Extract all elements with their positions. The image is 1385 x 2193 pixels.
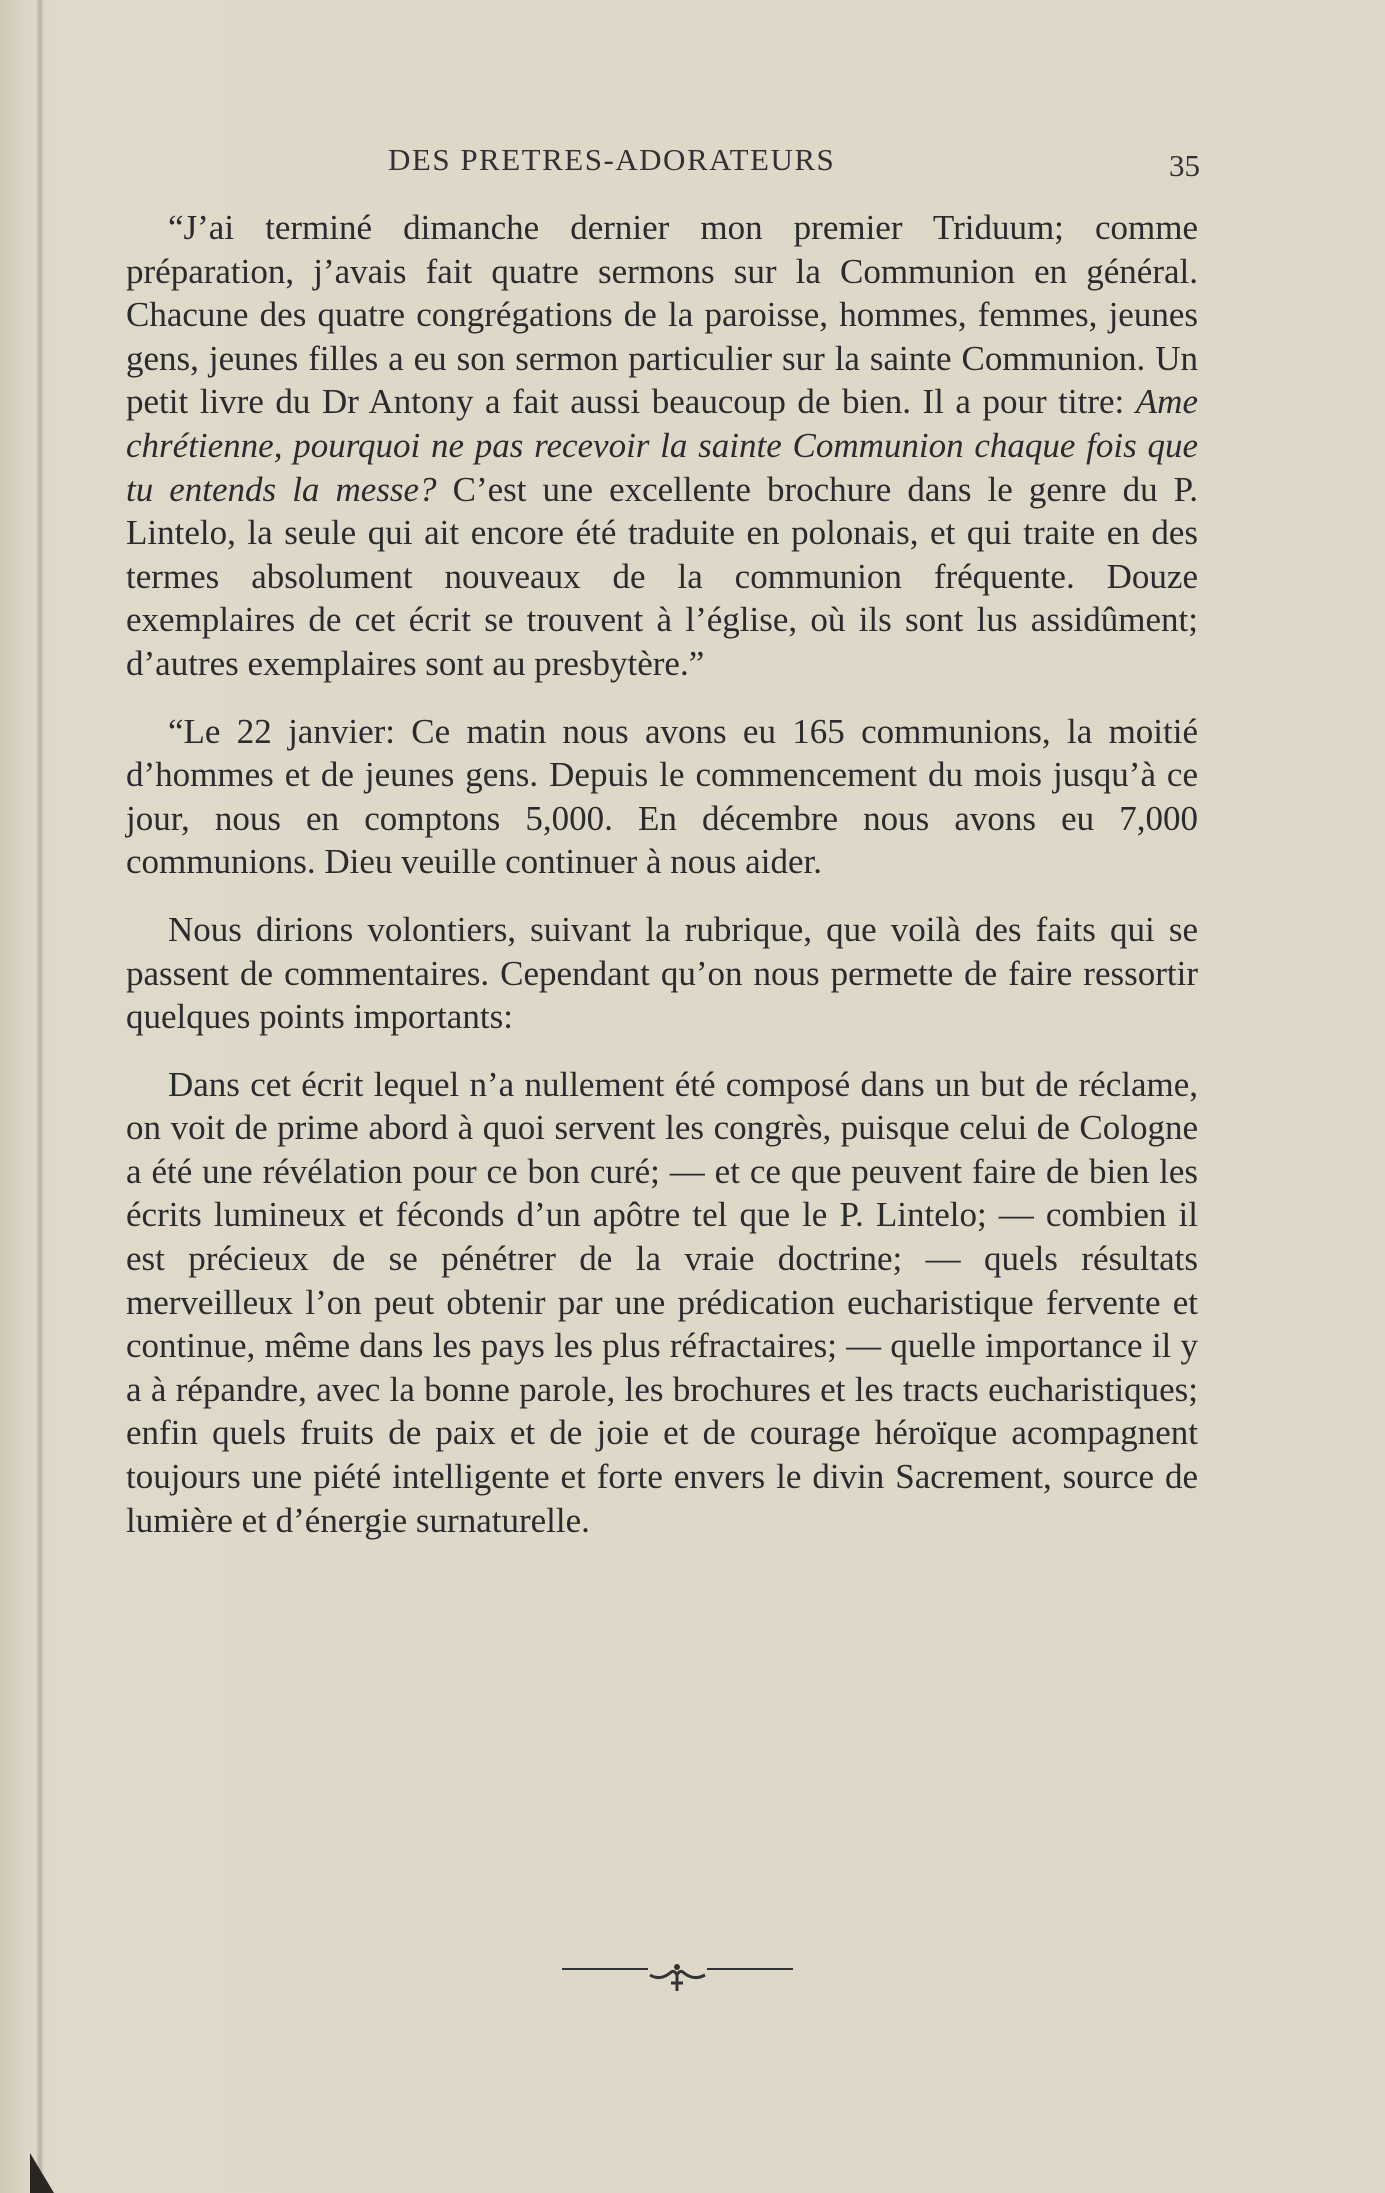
paragraph-commentary: Nous dirions volontiers, suivant la rubrique, que voilà des faits qui se passent de commentaires. Cependant qu’on nous permette de faire ressortir quelques points importants: <box>126 909 1198 1037</box>
body-text <box>126 206 1198 1542</box>
page-number: 35 <box>1169 148 1200 183</box>
ornamental-rule-icon <box>560 1955 795 1995</box>
paragraph-triduum <box>126 206 1198 686</box>
running-title: DES PRETRES-ADORATEURS <box>388 142 836 177</box>
paragraph-january: “Le 22 janvier: Ce matin nous avons eu 165 communions, la moitié d’hommes et de jeunes gens. Depuis le commencement du mois jusqu’à ce jour, nous en comptons 5,000. En décembre nous avons eu 7,000 communions. Dieu veuille continuer à nous aider. <box>126 711 1198 882</box>
page-gutter <box>36 0 44 2193</box>
page-header <box>120 142 1200 182</box>
paragraph-triduum-part-1: “J’ai terminé dimanche dernier mon premier Triduum; comme préparation, j’avais fait quatre sermons sur la Communion en général. Chacune des quatre congrégations de la paroisse, hommes, femmes, jeunes gens, jeunes filles a eu son sermon particulier sur la sainte Communion. Un petit livre du Dr Antony a fait aussi beaucoup de bien. Il a pour titre: <box>126 208 1198 422</box>
book-title-italic: Ame chrétienne, pourquoi ne pas recevoir la sainte Communion chaque fois que tu entends la messe? <box>126 382 1198 509</box>
paragraph-conclusion: Dans cet écrit lequel n’a nullement été composé dans un but de réclame, on voit de prime abord à quoi servent les congrès, puisque celui de Cologne a été une révélation pour ce bon curé; — et ce que peuvent faire de bien les écrits lumineux et féconds d’un apôtre tel que le P. Lintelo; — combien il est précieux de se pénétrer de la vraie doctrine; — quels résultats merveilleux l’on peut obtenir par une prédication eucharistique fervente et continue, même dans les pays les plus réfractaires; — quelle importance il y a à répandre, avec la bonne parole, les brochures et les tracts eucharistiques; enfin quels fruits de paix et de joie et de courage héroïque acompagnent toujours une piété intelligente et forte envers le divin Sacrement, source de lumière et d’énergie surnaturelle. <box>126 1064 1198 1540</box>
paragraph-triduum-part-2: C’est une excellente brochure dans le genre du P. Lintelo, la seule qui ait encore été traduite en polonais, et qui traite en des termes absolument nouveaux de la communion fréquente. Douze exemplaires de cet écrit se trouvent à l’église, où ils sont lus assidûment; d’autres exemplaires sont au presbytère.” <box>126 469 1198 683</box>
page-corner-shadow <box>30 2153 54 2193</box>
